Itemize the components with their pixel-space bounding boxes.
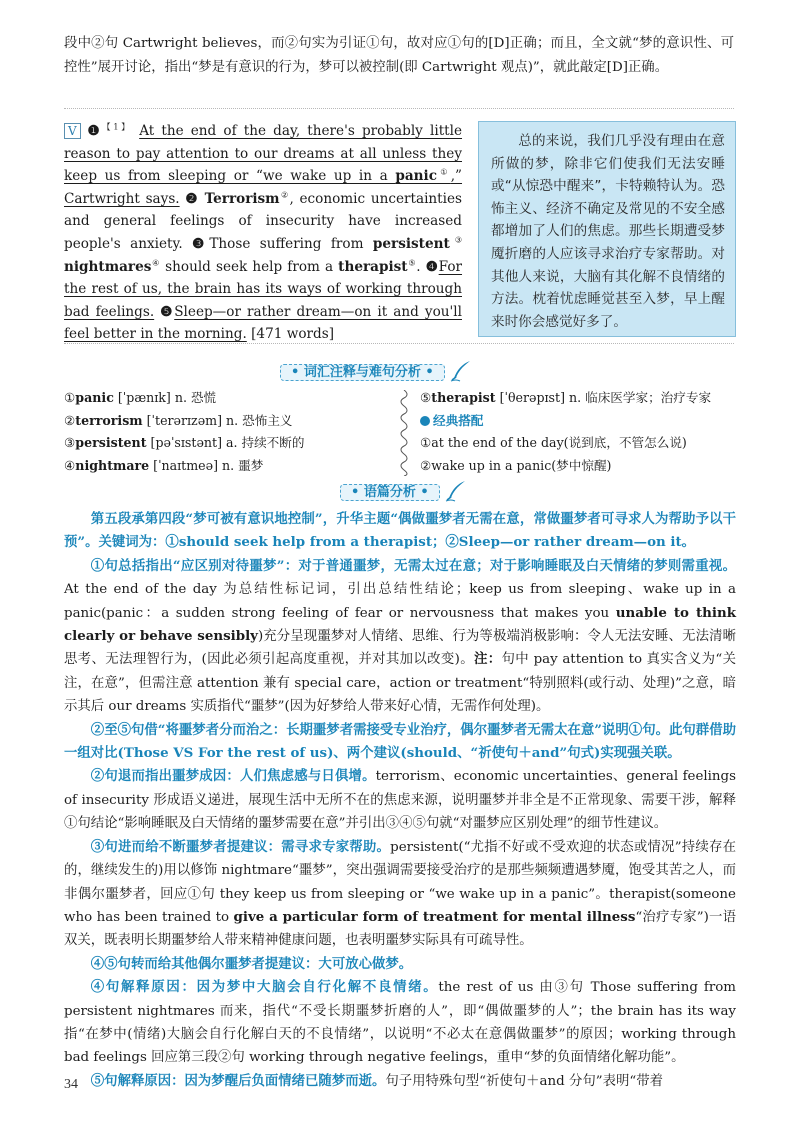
vocab-definition: n. 临床医学家；治疗专家 [569,390,712,405]
collocation-item: ②wake up in a panic(梦中惊醒) [420,457,612,473]
vocab-item [420,387,736,410]
sentence-3-text-b: should seek help from a [160,258,339,275]
analysis-text: 句中 pay attention to 真实含义为“关注，在意”，但需注意 attention 兼有 special care，action or treatment“特别照料(或行动、处理)”之意，暗示其后 our dreams 实质指代“噩梦”(因为好梦给人带来好心情，无需作何处理)。 [64,652,736,715]
analysis-paragraph [64,1070,736,1093]
analysis-paragraph [64,953,736,976]
vocab-word: persistent [75,435,147,450]
vocab-item [64,455,394,478]
collocation-header [420,410,736,433]
vocab-word-panic: panic [395,168,437,185]
sentence-number: ❸ [192,235,210,252]
vocab-definition: n. 噩梦 [222,457,264,473]
analysis-text: At the end of the day 为总结性标记词，引出总结性结论；keep us from sleeping、wake up in a panic(panic：a sudden strong feeling of fear or nervousness that makes you [64,582,736,621]
page-number: 34 [64,1077,78,1092]
analysis-highlight: ①句总括指出“应区别对待噩梦”：对于普通噩梦，无需太过在意；对于影响睡眠及白天情绪的梦则需重视。 [90,557,736,574]
analysis-text: “治疗专家”)一语双关，既表明长期噩梦给人带来精神健康问题，也表明噩梦实际具有可疏导性。 [64,909,736,949]
sentence-1-text-a: At the end of the day, there's probably little reason to pay attention to our dreams at all unless they keep us from sleeping or “we wake up in a [64,123,463,185]
footnote-mark: ④ [151,258,161,268]
vocab-num: ② [64,412,76,428]
sentence-number: ❺ [160,303,175,320]
vocab-word: nightmare [75,457,150,473]
quill-pen-icon [450,360,472,382]
divider [64,343,734,344]
footnote-mark: 【1】 [102,122,133,132]
vocab-phonetic: [ˈpænɪk] [113,390,175,405]
analysis-paragraph [64,508,736,555]
vocab-list-left [64,387,394,477]
analysis-highlight: 第五段承第四段“梦可被有意识地控制”，升华主题“偶做噩梦者无需在意，常做噩梦者可寻求人为帮助予以干预”。关键词为：①should seek help from a therapist；②Sleep—or rather dream—on it。 [64,511,736,551]
vocab-definition: a. 持续不断的 [225,435,305,450]
vocab-num: ④ [64,457,76,473]
analysis-text: 句子用特殊句型“祈使句＋and 分句”表明“带着 [385,1073,664,1089]
collocation-title: 经典搭配 [433,412,484,428]
footnote-mark: ③ [449,235,462,245]
analysis-paragraph [64,555,736,719]
vocab-word: therapist [431,390,496,405]
sentence-3-end: . [416,258,421,275]
paragraph-mark: V [64,123,81,139]
translation-text: 总的来说，我们几乎没有理由在意所做的梦，除非它们使我们无法安睡或“从惊恐中醒来”，卡特赖特认为。恐怖主义、经济不确定及常见的不安全感都增加了人们的焦虑。那些长期遭受梦魇折磨的人应该寻求治疗专家帮助。对其他人来说，大脑有其化解不良情绪的方法。枕着忧虑睡觉甚至入梦，早上醒来时你会感觉好多了。 [491,133,725,330]
analysis-highlight: ⑤句解释原因：因为梦醒后负面情绪已随梦而逝。 [90,1072,386,1089]
analysis-text: persistent(“尤指不好或不受欢迎的状态或情况”持续存在的，继续发生的)用以修饰 nightmare“噩梦”，突出强调需要接受治疗的是那些频频遭遇梦魇，饱受其苦之人，而非偶尔噩梦者，回应①句 they keep us from sleeping or “we wake up in a panic”。therapist(someone who has been trained to [64,839,736,925]
translation-box [478,121,736,337]
sentence-number: ❶ [84,123,103,139]
vocab-list-right [420,387,736,477]
vocab-word: terrorism [75,412,143,428]
vocab-definition: n. 恐慌 [174,390,217,405]
section-header-vocab [280,360,472,383]
analysis-highlight: ②句退而指出噩梦成因：人们焦虑感与日俱增。 [90,768,376,785]
word-count: [471 words] [251,326,334,343]
section-title: • 语篇分析 • [340,484,440,501]
divider [64,108,734,109]
analysis-highlight: ②至⑤句借“将噩梦者分而治之：长期噩梦者需接受专业治疗，偶尔噩梦者无需太在意”说明①句。此句群借助一组对比(Those VS For the rest of us)、两个建议(should、“祈使句＋and”句式)实现强关联。 [64,721,736,762]
vocab-item [64,387,394,410]
top-paragraph [64,32,734,79]
vocab-definition: n. 恐怖主义 [226,412,293,428]
vocab-word-therapist: therapist [338,258,408,275]
analysis-bold: give a particular form of treatment for mental illness [233,908,636,925]
sentence-1-text-b: ,” Cartwright says. [64,168,463,207]
analysis-text: )充分呈现噩梦对人情绪、思维、行为等极端消极影响：令人无法安睡、无法清晰思考、无法理智行为，(因此必须引起高度重视，并对其加以改变)。 [64,629,736,668]
vocab-phonetic: [pəˈsɪstənt] [146,435,226,450]
footnote-mark: ① [436,167,451,177]
collocation-item: ①at the end of the day(说到底，不管怎么说) [420,435,687,450]
analysis-highlight: ④句解释原因：因为梦中大脑会自行化解不良情绪。 [90,979,439,996]
analysis-highlight: ③句进而给不断噩梦者提建议：需寻求专家帮助。 [90,838,391,855]
vocab-phonetic: [ˈnaɪtmeə] [149,457,223,473]
vocab-num: ③ [64,435,76,450]
sentence-2-text: , economic uncertainties and general feelings of insecurity have increased people's anxiety. [64,190,462,252]
note-label: 注： [473,651,502,668]
analysis-bold: unable to think clearly or behave sensibly [64,604,736,645]
sentence-number: ❷ [185,190,199,207]
passage [64,120,462,346]
vocab-num: ⑤ [420,390,432,405]
analysis [64,508,736,1093]
chain-divider-icon [399,390,409,476]
analysis-text: terrorism、economic uncertainties、general feelings of insecurity 形成语义递进，展现生活中无所不在的焦虑来源，说明噩梦并非全是不正常现象、需要干涉，解释①句结论“影响睡眠及白天情绪的噩梦需要在意”并引出③④⑤句就“对噩梦应区别处理”的细节性建议。 [64,769,737,832]
section-title: • 词汇注释与难句分析 • [280,364,445,381]
top-text: 段中②句 Cartwright believes，而②句实为引证①句，故对应①句的[D]正确；而且，全文就“梦的意识性、可控性”展开讨论，指出“梦是有意识的行为，梦可以被控制(即 Cartwright 观点)”，就此敲定[D]正确。 [64,36,734,75]
vocab-item [64,432,394,455]
vocab-phonetic: [ˈterərɪzəm] [142,412,227,428]
bullet-dot-icon [420,416,430,426]
analysis-paragraph [64,836,736,953]
analysis-highlight: ④⑤句转而给其他偶尔噩梦者提建议：大可放心做梦。 [90,955,413,972]
passage-text [64,120,462,346]
sentence-number: ❹ [425,258,439,275]
analysis-paragraph [64,719,736,766]
vocab-word-nightmares: nightmares [64,258,152,275]
vocab-num: ① [64,390,76,405]
section-header-analysis [340,480,467,503]
analysis-text: the rest of us 由③句 Those suffering from persistent nightmares 而来，指代“不受长期噩梦折磨的人”，即“偶做噩梦的人”；the brain has its way 指“在梦中(情绪)大脑会自行化解白天的不良情绪”，以说明“不必太在意偶做噩梦”的原因；working through bad feelings 回应第三段②句 working through negative feelings，重申“梦的负面情绪化解功能”。 [64,980,736,1066]
sentence-5: Sleep—or rather dream—on it and you'll feel better in the morning. [64,303,462,343]
vocab-item [64,410,394,433]
vocab-phonetic: [ˈθerəpɪst] [495,390,569,405]
analysis-paragraph [64,765,736,835]
sentence-4: For the rest of us, the brain has its ways of working through bad feelings. [64,258,463,320]
vocab-word: panic [75,390,114,405]
quill-pen-icon [445,480,467,502]
sentence-3-text-a: Those suffering from [209,235,373,252]
footnote-mark: ② [279,190,290,200]
vocab-word-persistent: persistent [372,235,450,252]
vocab-word-terrorism: Terrorism [204,190,280,207]
footnote-mark: ⑤ [407,258,417,268]
analysis-paragraph [64,976,736,1070]
